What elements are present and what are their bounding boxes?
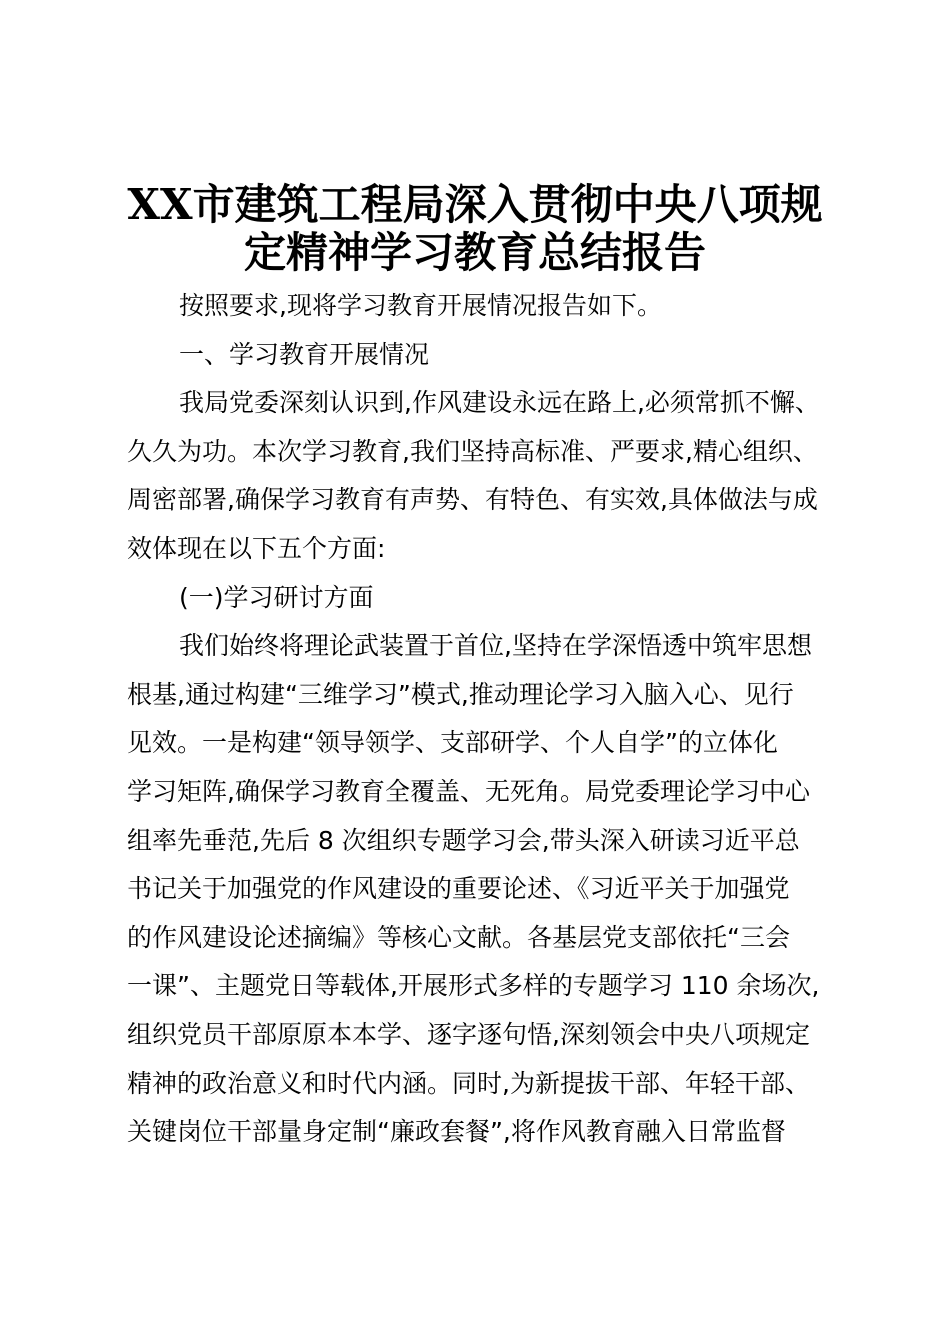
document-body xyxy=(127,282,847,1157)
body-line: 关键岗位干部量身定制“廉政套餐”,将作风教育融入日常监督 xyxy=(127,1117,786,1147)
body-line: 一、学习教育开展情况 xyxy=(179,339,430,369)
document-title-line-2: 定精神学习教育总结报告 xyxy=(243,228,706,277)
body-line: 学习矩阵,确保学习教育全覆盖、无死角。局党委理论学习中心 xyxy=(127,776,810,806)
body-line: (一)学习研讨方面 xyxy=(179,582,374,612)
body-line: 我局党委深刻认识到,作风建设永远在路上,必须常抓不懈、 xyxy=(179,388,820,418)
body-line: 周密部署,确保学习教育有声势、有特色、有实效,具体做法与成 xyxy=(127,485,818,515)
body-line: 的作风建设论述摘编》等核心文献。各基层党支部依托“三会 xyxy=(127,922,790,952)
body-line: 久久为功。本次学习教育,我们坚持高标准、严要求,精心组织、 xyxy=(127,436,818,466)
body-line: 书记关于加强党的作风建设的重要论述、《习近平关于加强党 xyxy=(127,874,790,904)
document-title-line-1: XX市建筑工程局深入贯彻中央八项规 xyxy=(127,180,823,229)
body-line: 根基,通过构建“三维学习”模式,推动理论学习入脑入心、见行 xyxy=(127,679,794,709)
body-line: 按照要求,现将学习教育开展情况报告如下。 xyxy=(179,291,662,320)
body-line: 精神的政治意义和时代内涵。同时,为新提拔干部、年轻干部、 xyxy=(127,1068,810,1098)
body-line: 组率先垂范,先后 8 次组织专题学习会,带头深入研读习近平总 xyxy=(127,825,800,855)
body-line: 我们始终将理论武装置于首位,坚持在学深悟透中筑牢思想 xyxy=(179,631,812,661)
body-line: 见效。一是构建“领导领学、支部研学、个人自学”的立体化 xyxy=(127,728,778,758)
body-line: 效体现在以下五个方面: xyxy=(127,533,386,563)
body-line: 组织党员干部原原本本学、逐字逐句悟,深刻领会中央八项规定 xyxy=(127,1019,810,1049)
body-line: 一课”、主题党日等载体,开展形式多样的专题学习 110 余场次, xyxy=(127,971,820,1001)
